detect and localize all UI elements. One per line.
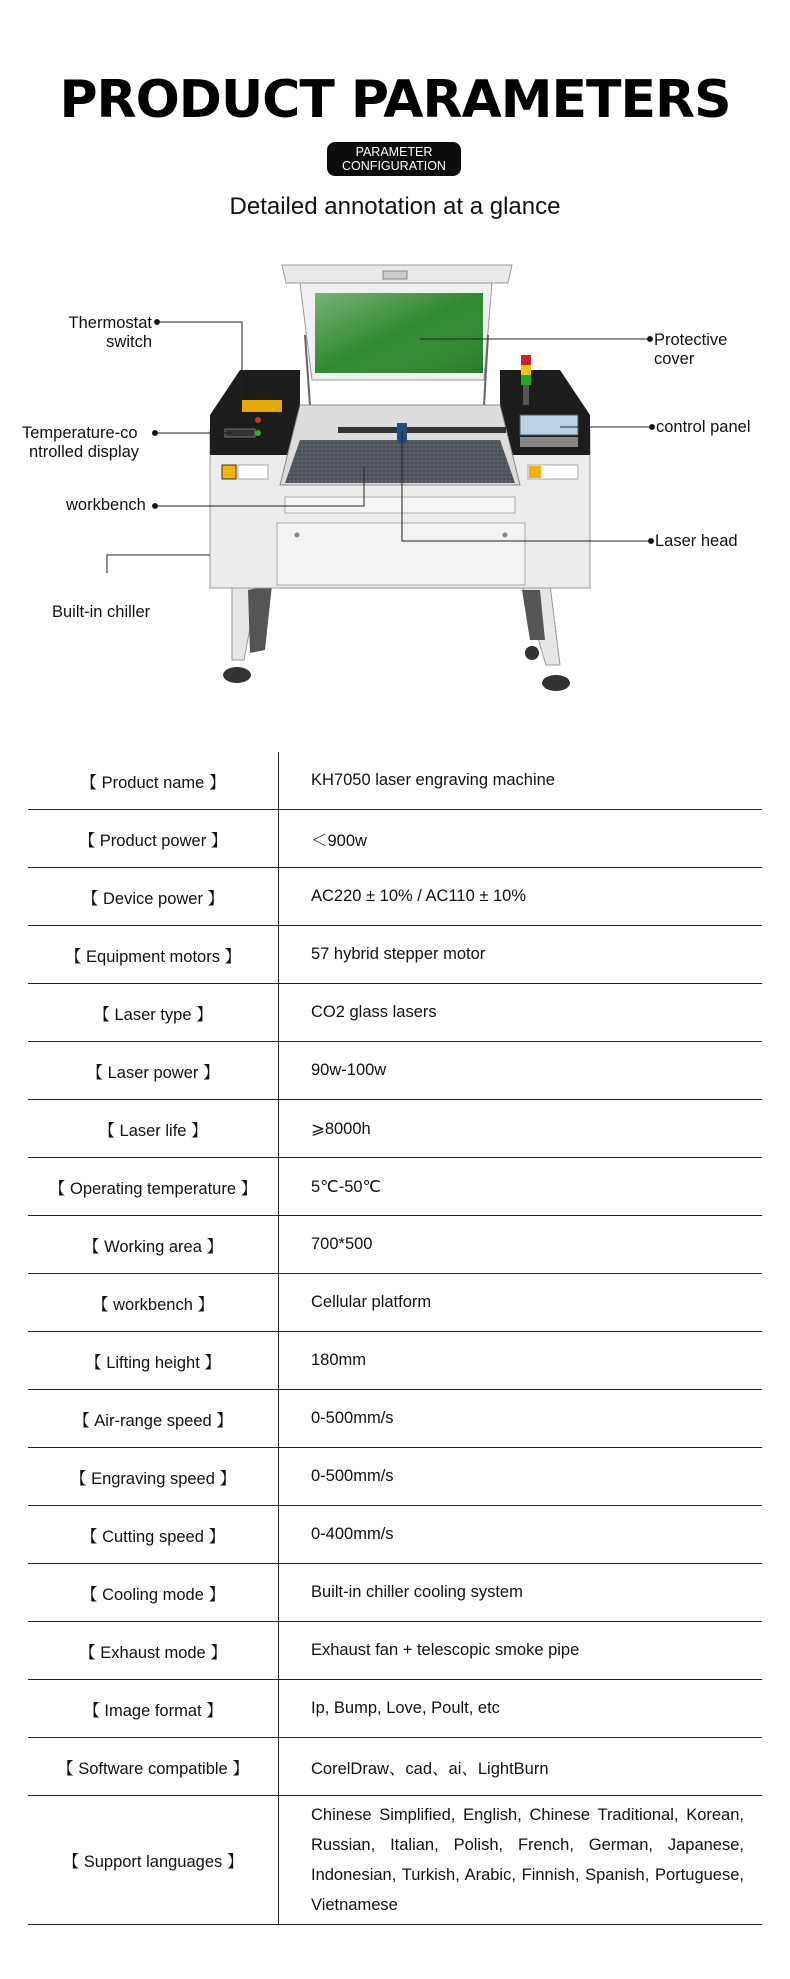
table-row <box>28 752 762 810</box>
param-label: 【 Lifting height 】 <box>28 1332 279 1390</box>
param-value: 0-500mm/s <box>279 1448 763 1506</box>
param-value: Exhaust fan + telescopic smoke pipe <box>279 1622 763 1680</box>
badge-line-1: PARAMETER <box>355 145 433 159</box>
table-row <box>28 1216 762 1274</box>
param-label: 【 Device power 】 <box>28 868 279 926</box>
param-value: ⩾8000h <box>279 1100 763 1158</box>
param-label: 【 Laser power 】 <box>28 1042 279 1100</box>
param-value: ＜900w <box>279 810 763 868</box>
param-value: Built-in chiller cooling system <box>279 1564 763 1622</box>
param-value: AC220 ± 10% / AC110 ± 10% <box>279 868 763 926</box>
param-label: 【 Air-range speed 】 <box>28 1390 279 1448</box>
table-row <box>28 868 762 926</box>
param-label: 【 Equipment motors 】 <box>28 926 279 984</box>
param-label: 【 Operating temperature 】 <box>28 1158 279 1216</box>
annotation-workbench: workbench <box>66 496 146 514</box>
param-value: CO2 glass lasers <box>279 984 763 1042</box>
param-label: 【 Image format 】 <box>28 1680 279 1738</box>
annotation-control-panel: control panel <box>656 418 751 436</box>
param-label: 【 Cutting speed 】 <box>28 1506 279 1564</box>
param-label: 【 workbench 】 <box>28 1274 279 1332</box>
page-subtitle: Detailed annotation at a glance <box>229 193 561 220</box>
param-label: 【 Product power 】 <box>28 810 279 868</box>
table-row <box>28 1680 762 1738</box>
param-label: 【 Laser type 】 <box>28 984 279 1042</box>
param-label: 【 Product name 】 <box>28 752 279 810</box>
annotation-temperature-display: Temperature-co ntrolled display <box>22 424 140 461</box>
param-value: 0-500mm/s <box>279 1390 763 1448</box>
param-value: 90w-100w <box>279 1042 763 1100</box>
table-row <box>28 1506 762 1564</box>
param-value: 0-400mm/s <box>279 1506 763 1564</box>
param-label: 【 Cooling mode 】 <box>28 1564 279 1622</box>
param-value: 57 hybrid stepper motor <box>279 926 763 984</box>
param-value: CorelDraw、cad、ai、LightBurn <box>279 1738 763 1796</box>
table-row <box>28 1158 762 1216</box>
config-badge <box>327 142 461 176</box>
param-label: 【 Software compatible 】 <box>28 1738 279 1796</box>
table-row <box>28 1332 762 1390</box>
param-label: 【 Laser life 】 <box>28 1100 279 1158</box>
table-row <box>28 1738 762 1796</box>
annotation-thermostat: Thermostat switch <box>68 314 152 351</box>
badge-line-2: CONFIGURATION <box>342 159 446 173</box>
parameter-table <box>28 752 762 1925</box>
param-value: Chinese Simplified, English, Chinese Traditional, Korean, Russian, Italian, Polish, French, German, Japanese, Indonesian, Turkish, Arabic, Finnish, Spanish, Portuguese, Vietnamese <box>279 1796 763 1925</box>
param-value: Ip, Bump, Love, Poult, etc <box>279 1680 763 1738</box>
param-label: 【 Exhaust mode 】 <box>28 1622 279 1680</box>
table-row <box>28 1390 762 1448</box>
annotation-laser-head: Laser head <box>655 532 738 550</box>
param-value: 5℃-50℃ <box>279 1158 763 1216</box>
param-value: 180mm <box>279 1332 763 1390</box>
table-row <box>28 1564 762 1622</box>
table-row <box>28 810 762 868</box>
table-row <box>28 1622 762 1680</box>
param-value: Cellular platform <box>279 1274 763 1332</box>
table-row <box>28 1796 762 1925</box>
param-label: 【 Working area 】 <box>28 1216 279 1274</box>
table-row <box>28 1448 762 1506</box>
param-label: 【 Engraving speed 】 <box>28 1448 279 1506</box>
param-value: 700*500 <box>279 1216 763 1274</box>
annotation-chiller: Built-in chiller <box>52 603 151 621</box>
table-row <box>28 1042 762 1100</box>
annotation-protective-cover: Protective cover <box>654 331 728 368</box>
param-value: KH7050 laser engraving machine <box>279 752 763 810</box>
table-row <box>28 1274 762 1332</box>
param-label: 【 Support languages 】 <box>28 1796 279 1925</box>
table-row <box>28 926 762 984</box>
page-title: PRODUCT PARAMETERS <box>59 70 731 130</box>
table-row <box>28 1100 762 1158</box>
table-row <box>28 984 762 1042</box>
